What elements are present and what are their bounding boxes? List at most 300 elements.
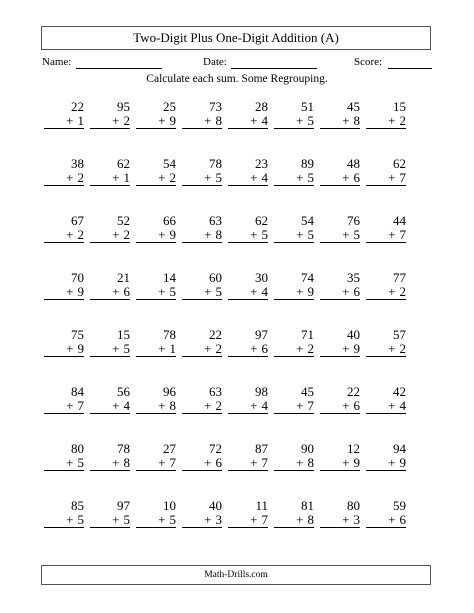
problem-addend-bottom: 2 — [77, 170, 84, 185]
problem-addend-bottom: 9 — [77, 284, 84, 299]
plus-sign: + — [66, 170, 74, 185]
problem-addend-bottom-row — [182, 171, 222, 186]
problem — [44, 385, 84, 414]
problem-addend-bottom: 5 — [307, 113, 314, 128]
plus-sign: + — [66, 113, 74, 128]
problem-addend-bottom-row — [228, 399, 268, 414]
problem — [136, 385, 176, 414]
problem-addend-bottom: 2 — [123, 227, 130, 242]
problem — [228, 214, 268, 243]
problem-addend-bottom-row — [320, 114, 360, 129]
problem — [182, 328, 222, 357]
problem-addend-top: 57 — [393, 327, 406, 342]
problem-addend-top: 73 — [209, 99, 222, 114]
problem-addend-bottom-row — [44, 456, 84, 471]
problem — [228, 328, 268, 357]
problem-addend-bottom-row — [44, 114, 84, 129]
plus-sign: + — [342, 512, 350, 527]
problem — [136, 328, 176, 357]
problem-addend-top: 14 — [163, 270, 176, 285]
problem — [228, 499, 268, 528]
problem-addend-bottom: 9 — [353, 341, 360, 356]
problem-addend-bottom-row — [136, 171, 176, 186]
plus-sign: + — [66, 455, 74, 470]
problem — [274, 442, 314, 471]
problem-addend-bottom-row — [182, 513, 222, 528]
problem-addend-bottom: 6 — [353, 398, 360, 413]
problem-addend-bottom-row — [90, 399, 130, 414]
problem-addend-bottom-row — [228, 228, 268, 243]
problem-addend-bottom-row — [274, 171, 314, 186]
problem-addend-top: 45 — [301, 384, 314, 399]
plus-sign: + — [342, 341, 350, 356]
problem — [366, 157, 406, 186]
problem-addend-bottom-row — [320, 513, 360, 528]
problem-addend-bottom: 3 — [353, 512, 360, 527]
plus-sign: + — [388, 455, 396, 470]
problem-addend-bottom: 5 — [169, 512, 176, 527]
footer-text: Math-Drills.com — [204, 570, 268, 580]
problem-addend-top: 95 — [117, 99, 130, 114]
problem-addend-top: 74 — [301, 270, 314, 285]
plus-sign: + — [388, 113, 396, 128]
problem-addend-bottom: 2 — [307, 341, 314, 356]
problem — [182, 214, 222, 243]
problem-addend-bottom-row — [182, 228, 222, 243]
problem — [274, 271, 314, 300]
problem-addend-top: 77 — [393, 270, 406, 285]
problem — [136, 271, 176, 300]
plus-sign: + — [66, 341, 74, 356]
problem-addend-top: 63 — [209, 213, 222, 228]
problem — [136, 157, 176, 186]
plus-sign: + — [296, 113, 304, 128]
problem-addend-top: 89 — [301, 156, 314, 171]
problem-addend-bottom-row — [182, 285, 222, 300]
plus-sign: + — [296, 455, 304, 470]
problem-addend-bottom-row — [44, 513, 84, 528]
problem-addend-bottom: 7 — [399, 227, 406, 242]
problem — [90, 157, 130, 186]
problem-addend-bottom-row — [90, 171, 130, 186]
problem-addend-top: 76 — [347, 213, 360, 228]
problem-addend-bottom: 6 — [261, 341, 268, 356]
problem-addend-top: 66 — [163, 213, 176, 228]
problem — [274, 499, 314, 528]
problem-addend-bottom-row — [366, 456, 406, 471]
problem-addend-top: 94 — [393, 441, 406, 456]
problem-addend-bottom: 7 — [261, 455, 268, 470]
problem-addend-bottom-row — [274, 513, 314, 528]
plus-sign: + — [112, 170, 120, 185]
problem — [90, 214, 130, 243]
problem-addend-bottom: 5 — [261, 227, 268, 242]
plus-sign: + — [250, 341, 258, 356]
problem — [320, 328, 360, 357]
problem-addend-top: 84 — [71, 384, 84, 399]
problem-addend-bottom: 2 — [123, 113, 130, 128]
problem-addend-top: 78 — [163, 327, 176, 342]
problem-addend-bottom: 9 — [353, 455, 360, 470]
problem-addend-bottom-row — [320, 456, 360, 471]
problem — [320, 499, 360, 528]
plus-sign: + — [388, 284, 396, 299]
problem-addend-bottom: 5 — [169, 284, 176, 299]
problem-addend-bottom: 5 — [353, 227, 360, 242]
problem-addend-top: 12 — [347, 441, 360, 456]
plus-sign: + — [158, 455, 166, 470]
problem — [228, 157, 268, 186]
problem-addend-top: 80 — [71, 441, 84, 456]
problem-addend-top: 11 — [255, 498, 268, 513]
problem — [90, 442, 130, 471]
problem-addend-bottom: 6 — [353, 170, 360, 185]
problem-addend-bottom-row — [182, 342, 222, 357]
problem-addend-bottom-row — [136, 456, 176, 471]
plus-sign: + — [342, 398, 350, 413]
plus-sign: + — [342, 227, 350, 242]
problem — [90, 271, 130, 300]
problem-addend-top: 67 — [71, 213, 84, 228]
plus-sign: + — [296, 227, 304, 242]
problem-addend-top: 30 — [255, 270, 268, 285]
problem-addend-bottom-row — [136, 342, 176, 357]
problem-addend-bottom: 8 — [307, 512, 314, 527]
problem-addend-top: 15 — [117, 327, 130, 342]
plus-sign: + — [342, 284, 350, 299]
problem-addend-bottom-row — [320, 342, 360, 357]
problem-addend-bottom: 9 — [77, 341, 84, 356]
plus-sign: + — [204, 113, 212, 128]
plus-sign: + — [204, 227, 212, 242]
plus-sign: + — [112, 455, 120, 470]
problem-addend-top: 78 — [117, 441, 130, 456]
problem-addend-bottom-row — [44, 228, 84, 243]
problem-addend-top: 62 — [393, 156, 406, 171]
problem-addend-top: 40 — [209, 498, 222, 513]
problem — [182, 385, 222, 414]
plus-sign: + — [112, 512, 120, 527]
problem — [90, 499, 130, 528]
problem — [136, 442, 176, 471]
problem — [366, 499, 406, 528]
problem-addend-bottom: 6 — [353, 284, 360, 299]
problem — [44, 157, 84, 186]
problem-addend-bottom-row — [274, 228, 314, 243]
plus-sign: + — [66, 512, 74, 527]
problem — [366, 271, 406, 300]
plus-sign: + — [296, 341, 304, 356]
plus-sign: + — [296, 284, 304, 299]
plus-sign: + — [112, 398, 120, 413]
plus-sign: + — [204, 170, 212, 185]
problem-addend-top: 85 — [71, 498, 84, 513]
problem — [320, 385, 360, 414]
problem-addend-bottom: 4 — [261, 398, 268, 413]
problem-addend-bottom: 2 — [169, 170, 176, 185]
problem-addend-bottom: 6 — [123, 284, 130, 299]
problem-addend-top: 97 — [117, 498, 130, 513]
problem — [274, 385, 314, 414]
problem-addend-bottom: 5 — [307, 170, 314, 185]
problem-addend-top: 54 — [163, 156, 176, 171]
problem-addend-top: 72 — [209, 441, 222, 456]
problem-addend-bottom: 2 — [77, 227, 84, 242]
problem-addend-bottom-row — [366, 228, 406, 243]
problem-addend-top: 70 — [71, 270, 84, 285]
plus-sign: + — [250, 284, 258, 299]
problem — [44, 271, 84, 300]
problem-addend-bottom-row — [320, 285, 360, 300]
problem-addend-top: 71 — [301, 327, 314, 342]
plus-sign: + — [112, 113, 120, 128]
problem-addend-bottom-row — [228, 114, 268, 129]
problem-addend-bottom: 9 — [307, 284, 314, 299]
problem-addend-top: 23 — [255, 156, 268, 171]
problem-addend-bottom: 8 — [353, 113, 360, 128]
score-label: Score: — [354, 56, 383, 68]
problem-addend-top: 22 — [209, 327, 222, 342]
problem — [228, 271, 268, 300]
problem-addend-bottom-row — [228, 171, 268, 186]
problem — [366, 442, 406, 471]
problem-addend-bottom: 5 — [77, 512, 84, 527]
problem-addend-top: 44 — [393, 213, 406, 228]
plus-sign: + — [250, 170, 258, 185]
title-text: Two-Digit Plus One-Digit Addition (A) — [133, 30, 339, 45]
problem — [274, 214, 314, 243]
plus-sign: + — [250, 113, 258, 128]
problem — [182, 157, 222, 186]
problem-addend-bottom-row — [320, 228, 360, 243]
problem — [182, 442, 222, 471]
problem — [320, 100, 360, 129]
problem-addend-bottom: 2 — [399, 341, 406, 356]
problem — [366, 328, 406, 357]
problem-addend-bottom: 5 — [77, 455, 84, 470]
problem-addend-bottom-row — [228, 513, 268, 528]
problem-addend-bottom: 8 — [215, 227, 222, 242]
problem-addend-top: 59 — [393, 498, 406, 513]
plus-sign: + — [158, 512, 166, 527]
problem-addend-bottom-row — [136, 228, 176, 243]
problem — [44, 214, 84, 243]
problem-addend-bottom: 2 — [399, 113, 406, 128]
problem-addend-top: 90 — [301, 441, 314, 456]
problem-addend-top: 45 — [347, 99, 360, 114]
problem — [182, 271, 222, 300]
problem — [44, 100, 84, 129]
problem — [320, 442, 360, 471]
problem — [274, 100, 314, 129]
plus-sign: + — [250, 512, 258, 527]
problem — [274, 328, 314, 357]
problem-addend-top: 80 — [347, 498, 360, 513]
problem-addend-bottom: 6 — [399, 512, 406, 527]
problem-addend-top: 22 — [71, 99, 84, 114]
problem-addend-bottom-row — [182, 399, 222, 414]
problem — [274, 157, 314, 186]
problem-addend-bottom: 4 — [399, 398, 406, 413]
problem-addend-top: 38 — [71, 156, 84, 171]
problem-addend-top: 42 — [393, 384, 406, 399]
problem-addend-bottom-row — [90, 285, 130, 300]
problem-addend-bottom: 9 — [169, 113, 176, 128]
problem — [44, 328, 84, 357]
problem-addend-bottom-row — [366, 114, 406, 129]
plus-sign: + — [112, 341, 120, 356]
problem-addend-bottom: 4 — [261, 113, 268, 128]
plus-sign: + — [112, 284, 120, 299]
problem-addend-top: 62 — [255, 213, 268, 228]
plus-sign: + — [66, 284, 74, 299]
problem-addend-bottom: 7 — [169, 455, 176, 470]
problem-addend-top: 28 — [255, 99, 268, 114]
plus-sign: + — [296, 512, 304, 527]
problem-addend-bottom-row — [228, 285, 268, 300]
plus-sign: + — [204, 512, 212, 527]
plus-sign: + — [158, 398, 166, 413]
problem — [44, 442, 84, 471]
problem-addend-top: 60 — [209, 270, 222, 285]
problem — [366, 214, 406, 243]
plus-sign: + — [388, 512, 396, 527]
problem-addend-bottom-row — [44, 342, 84, 357]
problem-addend-bottom: 2 — [399, 284, 406, 299]
problem-addend-bottom-row — [136, 513, 176, 528]
problem-addend-bottom: 7 — [399, 170, 406, 185]
problem-addend-top: 78 — [209, 156, 222, 171]
plus-sign: + — [250, 455, 258, 470]
problem-addend-bottom-row — [228, 456, 268, 471]
problem-addend-top: 87 — [255, 441, 268, 456]
problem-addend-bottom-row — [44, 171, 84, 186]
problem-addend-bottom: 6 — [215, 455, 222, 470]
plus-sign: + — [158, 341, 166, 356]
plus-sign: + — [296, 398, 304, 413]
problem-addend-bottom: 5 — [215, 170, 222, 185]
problem-addend-bottom: 5 — [215, 284, 222, 299]
problem-addend-bottom-row — [366, 399, 406, 414]
problem-addend-bottom-row — [136, 285, 176, 300]
problem-addend-bottom-row — [136, 114, 176, 129]
plus-sign: + — [388, 170, 396, 185]
problem-addend-top: 62 — [117, 156, 130, 171]
problem-addend-bottom-row — [136, 399, 176, 414]
problem-addend-bottom: 9 — [399, 455, 406, 470]
problem-addend-bottom: 9 — [169, 227, 176, 242]
plus-sign: + — [158, 284, 166, 299]
problem-addend-bottom-row — [274, 342, 314, 357]
problem — [366, 385, 406, 414]
problem-addend-bottom: 5 — [123, 512, 130, 527]
problem — [90, 328, 130, 357]
date-label: Date: — [203, 56, 227, 68]
problem-addend-bottom: 5 — [123, 341, 130, 356]
problem-addend-bottom: 4 — [261, 170, 268, 185]
plus-sign: + — [388, 341, 396, 356]
problem-addend-bottom: 7 — [77, 398, 84, 413]
problem-addend-bottom: 4 — [123, 398, 130, 413]
problem-addend-bottom-row — [182, 456, 222, 471]
problem-addend-top: 63 — [209, 384, 222, 399]
plus-sign: + — [204, 284, 212, 299]
problem — [228, 442, 268, 471]
problem-addend-bottom-row — [366, 285, 406, 300]
problem-addend-top: 54 — [301, 213, 314, 228]
problem-addend-top: 51 — [301, 99, 314, 114]
footer — [41, 565, 431, 585]
plus-sign: + — [342, 455, 350, 470]
problem-addend-bottom: 7 — [261, 512, 268, 527]
problem-addend-top: 21 — [117, 270, 130, 285]
plus-sign: + — [66, 227, 74, 242]
problem-addend-bottom-row — [90, 114, 130, 129]
problem-addend-bottom-row — [228, 342, 268, 357]
problem — [320, 271, 360, 300]
problem-addend-bottom: 5 — [307, 227, 314, 242]
problem-addend-bottom-row — [320, 399, 360, 414]
problem-addend-top: 56 — [117, 384, 130, 399]
plus-sign: + — [250, 227, 258, 242]
problem-addend-bottom-row — [44, 399, 84, 414]
problem-addend-bottom-row — [320, 171, 360, 186]
plus-sign: + — [388, 227, 396, 242]
plus-sign: + — [158, 113, 166, 128]
problem-addend-bottom: 1 — [169, 341, 176, 356]
plus-sign: + — [158, 170, 166, 185]
problem-addend-top: 96 — [163, 384, 176, 399]
plus-sign: + — [204, 341, 212, 356]
problem-addend-bottom-row — [90, 342, 130, 357]
problem-addend-top: 52 — [117, 213, 130, 228]
problem-addend-bottom-row — [274, 114, 314, 129]
problem — [366, 100, 406, 129]
problem-addend-bottom-row — [274, 399, 314, 414]
problem-addend-bottom: 8 — [169, 398, 176, 413]
problem-addend-top: 75 — [71, 327, 84, 342]
problem — [320, 214, 360, 243]
problem — [136, 100, 176, 129]
problem-addend-top: 81 — [301, 498, 314, 513]
problem — [228, 385, 268, 414]
problem — [44, 499, 84, 528]
problem-addend-bottom: 3 — [215, 512, 222, 527]
plus-sign: + — [342, 170, 350, 185]
problem-addend-bottom-row — [182, 114, 222, 129]
problem-addend-top: 27 — [163, 441, 176, 456]
plus-sign: + — [204, 398, 212, 413]
problem-addend-top: 35 — [347, 270, 360, 285]
problem-addend-top: 15 — [393, 99, 406, 114]
problem-addend-top: 10 — [163, 498, 176, 513]
problem — [320, 157, 360, 186]
problem-addend-bottom: 4 — [261, 284, 268, 299]
problem-addend-bottom: 7 — [307, 398, 314, 413]
plus-sign: + — [158, 227, 166, 242]
problem-addend-bottom-row — [366, 513, 406, 528]
name-label: Name: — [42, 56, 72, 68]
problem-addend-top: 40 — [347, 327, 360, 342]
problem — [136, 214, 176, 243]
problem-addend-bottom: 8 — [307, 455, 314, 470]
plus-sign: + — [250, 398, 258, 413]
problem-addend-bottom: 2 — [215, 341, 222, 356]
plus-sign: + — [66, 398, 74, 413]
problem-addend-bottom-row — [90, 228, 130, 243]
problem — [182, 100, 222, 129]
problem — [90, 100, 130, 129]
